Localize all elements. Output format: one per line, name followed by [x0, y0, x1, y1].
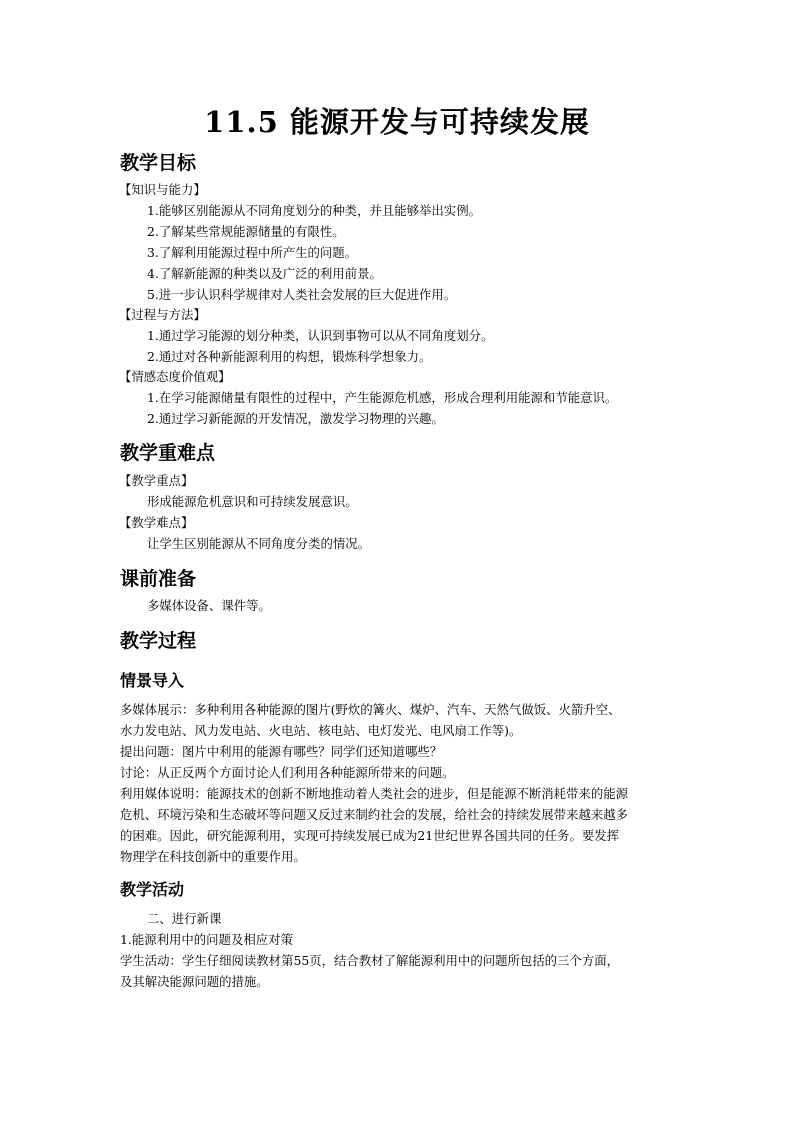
activity-line-2: 及其解决能源问题的措施。	[120, 974, 269, 989]
page-title: 11.5 能源开发与可持续发展	[204, 105, 590, 139]
emotion-item-1: 1.在学习能源储量有限性的过程中，产生能源危机感，形成合理利用能源和节能意识。	[147, 390, 618, 405]
knowledge-item-2: 2.了解某些常规能源储量的有限性。	[147, 224, 345, 239]
heading-activity: 教学活动	[120, 880, 185, 899]
knowledge-item-4: 4.了解新能源的种类以及广泛的利用前景。	[147, 266, 382, 281]
intro-line-5: 利用媒体说明：能源技术的创新不断地推动着人类社会的进步，但是能源不断消耗带来的能源	[120, 786, 629, 801]
intro-line-1: 多媒体展示：多种利用各种能源的图片(野炊的篝火、煤炉、汽车、天然气做饭、火箭升空、	[120, 702, 621, 717]
knowledge-item-3: 3.了解利用能源过程中所产生的问题。	[147, 245, 358, 260]
heading-prep: 课前准备	[120, 568, 197, 590]
heading-process: 教学过程	[120, 630, 197, 652]
intro-line-7: 的困难。因此，研究能源利用，实现可持续发展已成为21世纪世界各国共同的任务。要发挥	[120, 828, 620, 843]
focus-text: 形成能源危机意识和可持续发展意识。	[147, 494, 358, 509]
heading-keypoints: 教学重难点	[120, 442, 216, 464]
label-process-method: 【过程与方法】	[119, 307, 206, 322]
emotion-item-2: 2.通过学习新能源的开发情况，激发学习物理的兴趣。	[147, 411, 444, 426]
intro-line-8: 物理学在科技创新中的重要作用。	[120, 849, 306, 864]
intro-line-6: 危机、环境污染和生态破坏等问题又反过来制约社会的发展，给社会的持续发展带来越来越多	[120, 807, 629, 822]
intro-line-4: 讨论：从正反两个方面讨论人们利用各种能源所带来的问题。	[120, 765, 455, 780]
knowledge-item-1: 1.能够区别能源从不同角度划分的种类，并且能够举出实例。	[147, 203, 481, 218]
difficulty-text: 让学生区别能源从不同角度分类的情况。	[147, 536, 371, 551]
process-item-1: 1.通过学习能源的划分种类，认识到事物可以从不同角度划分。	[147, 328, 494, 343]
activity-line-1: 学生活动：学生仔细阅读教材第55页，结合教材了解能源利用中的问题所包括的三个方面，	[120, 953, 620, 968]
prep-text: 多媒体设备、课件等。	[147, 598, 271, 613]
intro-line-3: 提出问题：图片中利用的能源有哪些？同学们还知道哪些？	[120, 744, 443, 759]
intro-line-2: 水力发电站、风力发电站、火电站、核电站、电灯发光、电风扇工作等)。	[120, 723, 522, 738]
knowledge-item-5: 5.进一步认识科学规律对人类社会发展的巨大促进作用。	[147, 287, 457, 302]
label-focus: 【教学重点】	[119, 473, 194, 488]
heading-intro: 情景导入	[120, 671, 185, 690]
label-difficulty: 【教学难点】	[119, 515, 194, 530]
activity-point-1: 1.能源利用中的问题及相应对策	[120, 932, 293, 947]
activity-subheading: 二、进行新课	[147, 911, 222, 926]
label-knowledge: 【知识与能力】	[119, 182, 206, 197]
process-item-2: 2.通过对各种新能源利用的构想，锻炼科学想象力。	[147, 349, 432, 364]
label-emotion: 【情感态度价值观】	[119, 369, 231, 384]
heading-goals: 教学目标	[120, 152, 197, 174]
